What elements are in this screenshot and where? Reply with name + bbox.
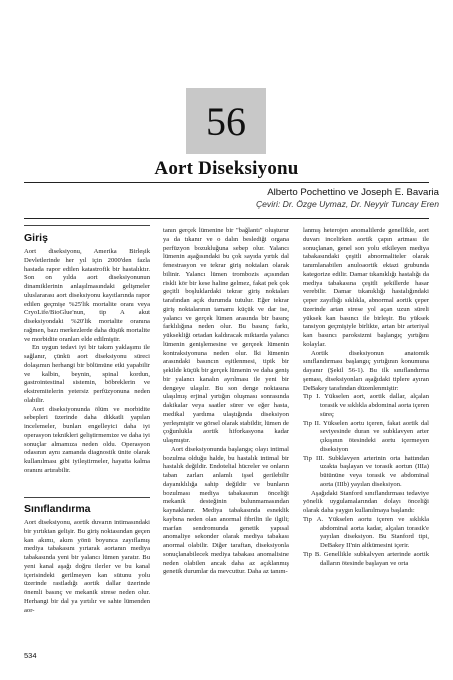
left-column-intro [24,248,150,476]
giris-rule [24,225,150,226]
debakey-type-list [303,393,429,489]
list-item: Tip III. Subklavyen arterinin orta hattından uzakta başlayan ve torasik aortun (IIIa) bütününe veya torasik ve abdominal aorta (IIIb) yayılan diseksiyon. [303,454,429,488]
chapter-title: Aort Diseksiyonu [154,158,299,179]
chapter-translators: Çeviri: Dr. Özge Uymaz, Dr. Neyyir Tuncay Eren [255,199,439,209]
page-number: 534 [24,651,37,660]
paragraph: Aşağıdaki Stanford sınıflandırması tedaviye yönelik uygulamalarından dolayı önceliği olarak daha yaygın kullanılmaya başlandı: [303,489,429,514]
list-item: Tip II. Yükselen aortu içeren, fakat aortik dal seviyesinde duran ve subklavyen arter çıkışının ötesindeki aortu içermeyen diseksiyon [303,419,429,453]
paragraph: Aortik diseksiyonun anatomik sınıflandırması başlangıç yırtığının konumuna dayanır (Şekil 56-1). Bu ilk sınıflandırma şeması, diseksiyonları aşağıdaki tiplere ayıran DeBakey tarafından düzenlenmiştir: [303,349,429,392]
left-column-classification [24,519,150,615]
chapter-authors: Alberto Pochettino ve Joseph E. Bavaria [267,187,439,198]
paragraph: Aort diseksiyonunda başlangıç olayı intimal bozulma olduğu halde, bu hastalık intimal bir hastalık değildir. Endotelial hücreler ve onların taban zarları anlamlı işsel gerilebilir dayanıklılığa sahip değildir ve bunların bozulması mediya tabakasının önceliği mekanik desteğinin bulunmamasından kaynaklanır. Mediya tabakasında esneklik kaybına neden olan anormal fibrilin ile ilgili; marfan sendromunda genetik yapısal anomaliye sekonder olarak mediya tabakası anormal olabilir. Diğer taraftan, diseksiyonla sonuçlanabilecek mediya tabakası anomalisine neden olabilen ancak daha az açıklanmış genetik durumlar da mevcuttur. Daha az tanım- [163,445,289,576]
siniflandirma-rule [24,497,150,498]
paragraph: lanmış heterojen anomalilerde genellikle, aort duvarı incelirken aortik çapın artması ile sonuçlanan, genel son yolu etkileyen mediya tabakasındaki çeşitli abnormaliteler olarak tanımlanabilen anuloaortik ektazi grubunda kategorize edilir. Damar tıkanıklığı hastalığı da mediya tabakasına çeşitli şekillerde hasar verebilir. Damar tıkanıklığı hastalığındaki çeper zayıflığı sıklıkla, abnormal aortik çeper üzerinde artan strese yol açan uzun süreli yüksek kan basıncı ile birleşir. Bu yüksek tansiyon geçmişiyle birlikte, artan bir arteriyal kan basıncı paroksizmi başlangıç yırtığını kolaylar. [303,227,429,348]
middle-column [163,227,289,577]
list-item: Tip I. Yükselen aort, aortik dallar, alçalan torasik ve sıklıkla abdominal aorta içeren süreç [303,393,429,418]
section-heading-giris: Giriş [24,232,48,244]
right-column [303,227,429,568]
paragraph: En uygun tedavi iyi bir takım yaklaşımı ile sağlanır, çünkü aort diseksiyonu süreci dolaşımın herhangi bir bölümüne etki yapabilir ve kalbin, beynin, spinal kordun, gastrointestinal sistemin, böbreklerin ve ekstremitelerin yetersiz perfüzyonuna neden olabilir. [24,344,150,404]
header-rule [24,218,429,219]
title-rule [24,182,429,183]
paragraph: Aort diseksiyonu, aortik duvarın intimasındaki bir yırtıktan gelişir. Bu giriş noktasından geçen kan akımı, akım yönü boyunca zayıflamış mediya tabakasını yırtarak aortanın mediya tabakasında yeni bir yalancı lümen yaratır. Bu yeni kanal aşağı doğru ilerler ve bu kanal içerisindeki gerilmeyen kan sütunu yolu üzerinde rastladığı aortik dallar üzerinde önemli basınç ve mekanik strese neden olur. Herhangi bir dal ya yırtılır ve sahte lümenden aor- [24,519,150,614]
list-item: Tip A. Yükselen aortu içeren ve sıklıkla abdominal aorta kadar, alçalan torasik'e yayılan diseksiyon. Bu Stanford tipi, DeBakey II'nin altkümesini içerir. [303,515,429,549]
paragraph: Aort diseksiyonunda ölüm ve morbidite sebepleri üzerinde daha dikkatli yapılan incelemeler, bunları engelleyici daha iyi operasyon teknikleri geliştirmemize ve daha iyi sonuçlar almamıza neden oldu. Operasyon odasının aynı zamanda diagnostik ünite olarak kullanılması gibi iyileştirmeler, hayatta kalma oranını artırabilir. [24,405,150,474]
stanford-type-list [303,516,429,569]
paragraph: tanın gerçek lümenine bir "bağlantı" oluşturur ya da tıkanır ve o dalın beslediği organa perfüzyon bozukluğuna sebep olur. Yalancı lümenin aşağısındaki bu çok sayıda yırtık dal fenestrasyon ve tekrar giriş noktaları olarak bilinir. Yalancı lümen trombozis açısından riskli kör bir kese haline gelmez, fakat pek çok geçitli boşluklardaki tekrar giriş noktaları tarafından açık durumda tutulur. Eğer tekrar giriş noktalarının tamamı küçük ve dar ise, yalancı ve gerçek lümen arasında bir basınç farklılığına neden olur. Bu basınç farkı, yüksekliği ortadan kaldıracak miktarda yalancı lümenin genişlemesine ve gerçeek lümenin kontraksiyonuna neden olur. İki lümenin arasındaki basıncın eşitlenmesi, tipik bir şekilde küçük bir gerçek lümenin ve daha geniş bir yalancı kanalın ayrılması ile yeni bir dengeye ulaşılır. Bu son denge noktasına ulaşılmış erjinal yırtığın oluşması sonrasında dakikalar veya saatler sürer ve eğer hasta, medikal yardıma ulaştığında diseksiyon yerleşmiştir ve görsel olarak stabildir, lümen de çoğunlukla aortik hiforkasyona kadar ulaşmıştır. [163,227,289,444]
chapter-number: 56 [206,99,246,144]
paragraph: Aort diseksiyonu, Amerika Birleşik Devletlerinde her yıl için 2000'den fazla hastada rapor edilen katastrofik bir hastalıktır. Son on yılda aort diseksiyonunun dinamiklerinin anlaşılmasındaki gelişmeler uluslararası aort diseksiyonu kayıtlarında rapor edilen geçmişe %25'lik mortalite oranı veya CryoLife/BioGlue'nun, tip A akut diseksiyondaki %20'lik mortalite oranına rağmen, bazı merkezlerde daha düşük mortalite ve morbidite oranları elde edilmiştir. [24,248,150,343]
section-heading-siniflandirma: Sınıflandırma [24,503,91,515]
list-item: Tip B. Genellikle subkalvyen arterinde aortik dalların ötesinde başlayan ve orta [303,550,429,567]
